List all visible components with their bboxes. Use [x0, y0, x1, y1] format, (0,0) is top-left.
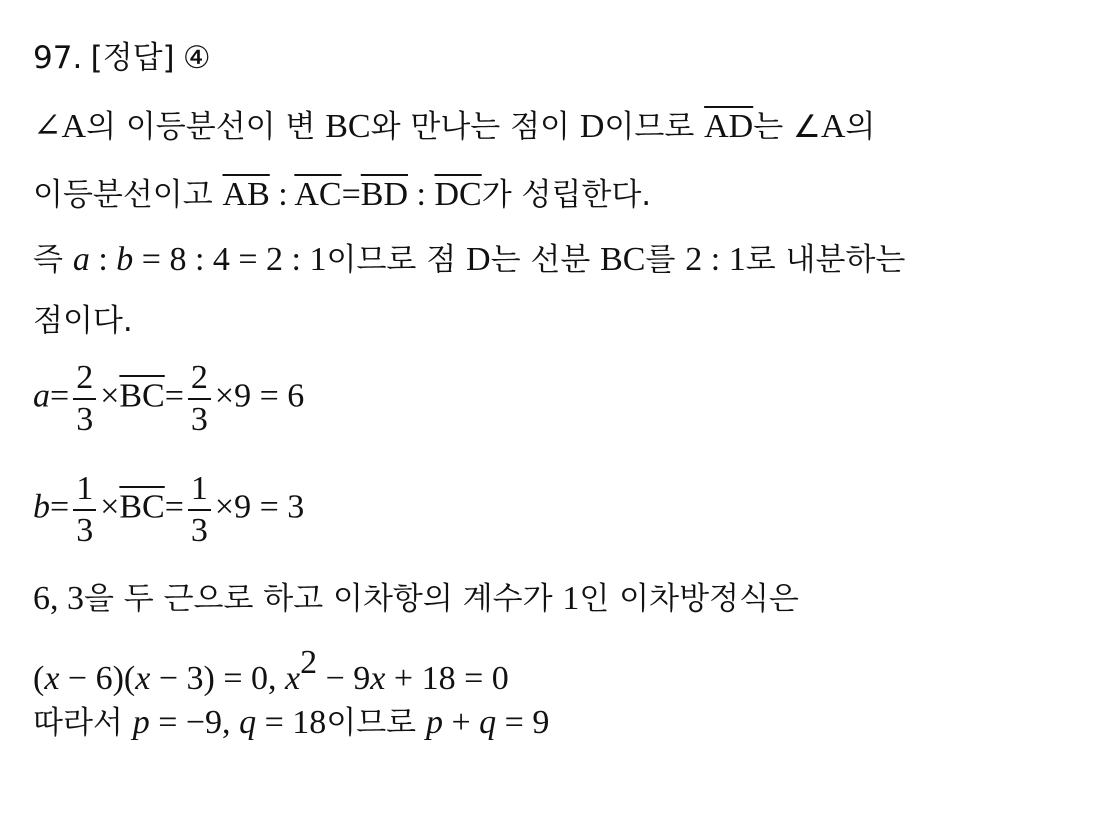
text: 이므로 점 [326, 242, 467, 278]
text: 와 만나는 점이 [370, 109, 580, 145]
var-q: q [239, 704, 257, 741]
exponent: 2 [300, 644, 318, 681]
angle-symbol: ∠ [33, 108, 62, 145]
final-result: = 9 [496, 704, 550, 741]
solution-line-5 [33, 582, 799, 616]
text: 이등분선이고 [33, 177, 223, 213]
text: 는 ∠ [753, 109, 821, 145]
var-a: a [72, 241, 90, 278]
expression: + 18 = 0 [385, 660, 509, 697]
problem-header [33, 42, 211, 75]
solution-line-4 [33, 305, 133, 338]
var-x: x [370, 660, 386, 697]
text: 는 선분 [490, 242, 601, 278]
equals: = [50, 488, 70, 526]
solution-line-2 [33, 178, 651, 212]
segment-ac: $\overline{AC}$ [294, 176, 342, 213]
var-a: a [33, 377, 50, 415]
denominator: 3 [76, 511, 94, 549]
paren: ( [33, 660, 45, 697]
fraction [188, 360, 211, 437]
ratio-colon: : [269, 176, 295, 213]
equals: = [50, 377, 70, 415]
times: × [100, 488, 120, 526]
text: 로 내분하는 [745, 242, 906, 278]
fraction [73, 471, 96, 548]
denominator: 3 [76, 400, 94, 438]
segment-bc: $\overline{BC}$ [119, 377, 165, 415]
ratio-values: 2 : 1 [685, 241, 746, 278]
result: ×9 = 6 [214, 377, 305, 415]
answer-symbol: ④ [182, 40, 211, 76]
expression: − 9 [317, 660, 371, 697]
text: 인 이차방정식은 [579, 581, 799, 617]
segment-ab: $\overline{AB}$ [222, 176, 270, 213]
segment-bc: BC [600, 241, 646, 278]
problem-number: 97. [33, 40, 83, 76]
expression: = 18 [256, 704, 327, 741]
segment-bc: $\overline{BC}$ [119, 488, 165, 526]
text: 점이다. [33, 303, 133, 339]
text: 가 성립한다. [481, 177, 652, 213]
fraction [188, 471, 211, 548]
expression: − 6)( [59, 660, 136, 697]
plus: + [442, 704, 480, 741]
numerator: 1 [73, 471, 96, 511]
fraction [73, 360, 96, 437]
ratio-values: = 8 : 4 = 2 : 1 [133, 241, 327, 278]
segment-dc: $\overline{DC}$ [434, 176, 482, 213]
expression: − 3) = 0, [150, 660, 286, 697]
numerator: 2 [188, 360, 211, 400]
text: 따라서 [33, 705, 133, 741]
segment-ad: $\overline{AD}$ [704, 108, 754, 145]
text: 이므로 [604, 109, 705, 145]
var-q: q [479, 704, 497, 741]
roots: 6, 3 [33, 580, 84, 617]
denominator: 3 [190, 511, 208, 549]
denominator: 3 [190, 400, 208, 438]
result: ×9 = 3 [214, 488, 305, 526]
text: 의 [845, 109, 876, 145]
var-p: p [425, 704, 443, 741]
solution-line-1 [33, 110, 875, 144]
numerator: 1 [188, 471, 211, 511]
point-a: A [61, 108, 87, 145]
text: 를 [645, 242, 686, 278]
point-d: D [579, 108, 605, 145]
var-p: p [132, 704, 150, 741]
var-x: x [285, 660, 301, 697]
var-b: b [116, 241, 134, 278]
var-x: x [135, 660, 151, 697]
text: 이므로 [326, 705, 426, 741]
equation-a [33, 360, 304, 437]
point-a: A [820, 108, 846, 145]
numerator: 2 [73, 360, 96, 400]
ratio-colon: : [408, 176, 435, 213]
text: 즉 [33, 242, 73, 278]
expression: = −9, [149, 704, 240, 741]
ratio-colon: : [89, 241, 117, 278]
text: 의 이등분선이 변 [86, 109, 326, 145]
equals: = [341, 176, 361, 213]
segment-bd: $\overline{BD}$ [360, 176, 408, 213]
equation-b [33, 471, 304, 548]
var-b: b [33, 488, 50, 526]
equals: = [164, 488, 184, 526]
solution-line-3 [33, 243, 905, 277]
solution-line-6 [33, 646, 509, 696]
coefficient: 1 [562, 580, 580, 617]
answer-label: [정답] [90, 40, 175, 76]
point-d: D [466, 241, 491, 278]
times: × [100, 377, 120, 415]
segment-bc: BC [325, 108, 371, 145]
var-x: x [44, 660, 60, 697]
solution-line-7 [33, 706, 549, 740]
text: 을 두 근으로 하고 이차항의 계수가 [84, 581, 563, 617]
equals: = [164, 377, 184, 415]
